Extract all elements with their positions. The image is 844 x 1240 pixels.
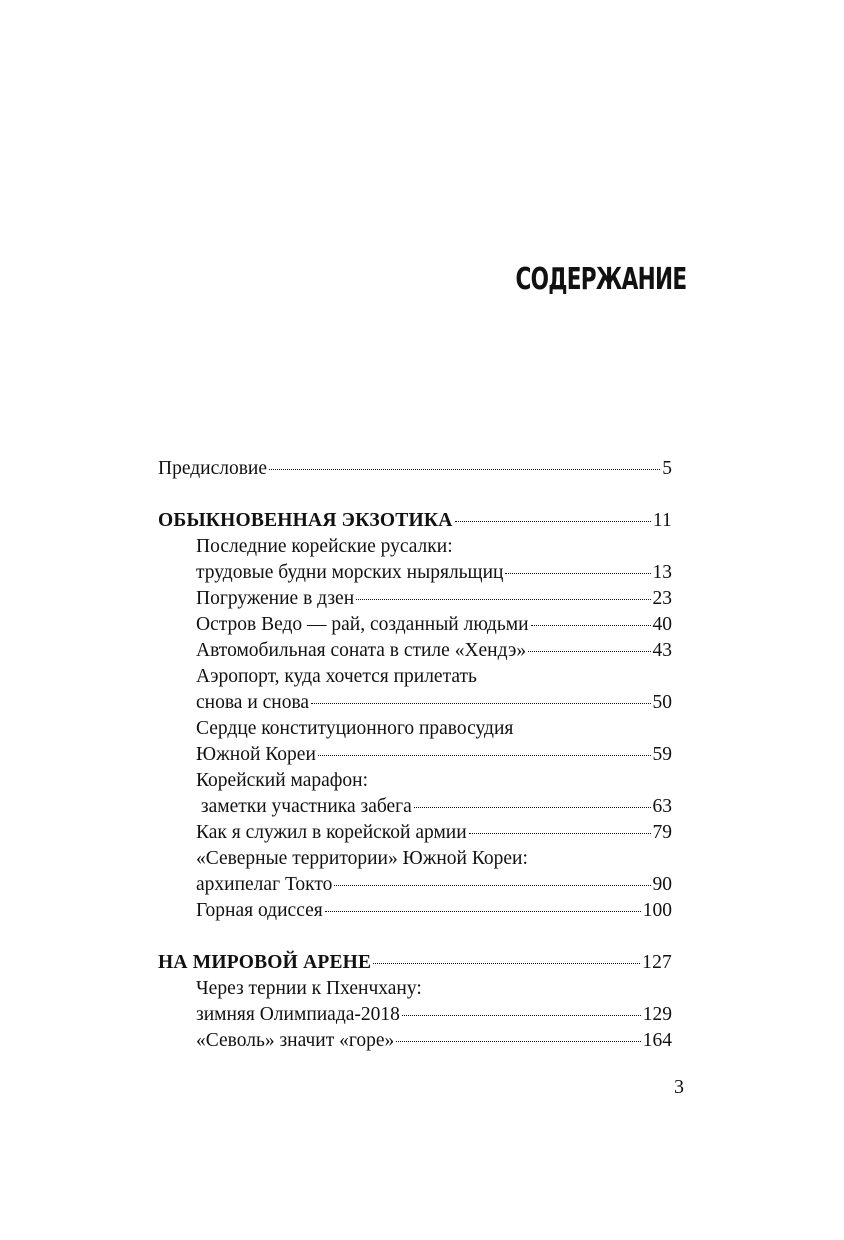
toc-entry-text: «Северные территории» Южной Кореи:: [196, 848, 528, 869]
toc-entry-line: [158, 976, 672, 1002]
toc-entry-text: Погружение в дзен: [196, 588, 355, 609]
toc-entry-text: Автомобильная соната в стиле «Хендэ»: [196, 640, 527, 661]
toc-entry-text: Предисловие: [158, 458, 268, 479]
toc-page-number: 13: [652, 562, 672, 583]
dot-leader: [318, 755, 651, 756]
toc-page-number: 127: [642, 952, 672, 973]
dot-leader: [356, 599, 650, 600]
dot-leader: [269, 469, 660, 470]
toc-entry: [158, 872, 672, 898]
toc-entry-line: [158, 768, 672, 794]
dot-leader: [469, 833, 651, 834]
toc-entry: [158, 690, 672, 716]
toc-section-text: НА МИРОВОЙ АРЕНЕ: [158, 952, 372, 973]
toc-entry: [158, 898, 672, 924]
toc-entry: [158, 638, 672, 664]
toc-entry: [158, 794, 672, 820]
dot-leader: [396, 1041, 640, 1042]
toc-entry-text: Последние корейские русалки:: [196, 536, 453, 557]
toc-entry-text: зимняя Олимпиада-2018: [196, 1004, 400, 1025]
toc-entry-text: архипелаг Токто: [196, 874, 333, 895]
table-of-contents: [158, 456, 672, 1054]
toc-page-number: 43: [652, 640, 672, 661]
toc-entry-text: Сердце конституционного правосудия: [196, 718, 514, 739]
toc-section-heading: [158, 508, 672, 534]
dot-leader: [505, 573, 650, 574]
toc-entry: [158, 1028, 672, 1054]
toc-entry: [158, 586, 672, 612]
toc-entry-line: [158, 664, 672, 690]
toc-section-heading: [158, 950, 672, 976]
toc-entry-text: Аэропорт, куда хочется прилетать: [196, 666, 477, 687]
toc-entry-text: «Севоль» значит «горе»: [196, 1030, 395, 1051]
toc-entry: [158, 560, 672, 586]
dot-leader: [414, 807, 651, 808]
toc-entry-text: трудовые будни морских ныряльщиц: [196, 562, 504, 583]
contents-title: СОДЕРЖАНИЕ: [515, 262, 686, 297]
dot-leader: [455, 521, 651, 522]
toc-section-text: ОБЫКНОВЕННАЯ ЭКЗОТИКА: [158, 510, 453, 531]
dot-leader: [531, 625, 651, 626]
toc-page-number: 11: [652, 510, 672, 531]
toc-entry-text: Как я служил в корейской армии: [196, 822, 467, 843]
toc-entry: [158, 612, 672, 638]
dot-leader: [402, 1015, 641, 1016]
toc-page-number: 164: [642, 1030, 672, 1051]
toc-entry-text: Остров Ведо — рай, созданный людьми: [196, 614, 529, 635]
toc-page-number: 50: [652, 692, 672, 713]
toc-entry: [158, 742, 672, 768]
toc-entry-text: Корейский марафон:: [196, 770, 369, 791]
toc-entry-text: заметки участника забега: [196, 796, 412, 817]
dot-leader: [311, 703, 650, 704]
toc-page-number: 100: [642, 900, 672, 921]
toc-page-number: 90: [652, 874, 672, 895]
dot-leader: [528, 651, 650, 652]
toc-entry-text: снова и снова: [196, 692, 310, 713]
toc-page-number: 40: [652, 614, 672, 635]
toc-page-number: 63: [652, 796, 672, 817]
toc-entry-preface: [158, 456, 672, 482]
toc-entry-text: Южной Кореи: [196, 744, 316, 765]
toc-entry-line: [158, 846, 672, 872]
toc-entry-line: [158, 716, 672, 742]
toc-page-number: 129: [642, 1004, 672, 1025]
toc-entry-line: [158, 534, 672, 560]
toc-entry-text: Горная одиссея: [196, 900, 323, 921]
toc-entry-text: Через тернии к Пхенчхану:: [196, 978, 422, 999]
toc-page-number: 59: [652, 744, 672, 765]
dot-leader: [373, 963, 640, 964]
toc-entry: [158, 1002, 672, 1028]
toc-page-number: 23: [652, 588, 672, 609]
toc-entry: [158, 820, 672, 846]
page-number: 3: [674, 1076, 684, 1098]
dot-leader: [334, 885, 650, 886]
toc-page-number: 5: [662, 458, 672, 479]
toc-page-number: 79: [652, 822, 672, 843]
dot-leader: [325, 911, 641, 912]
